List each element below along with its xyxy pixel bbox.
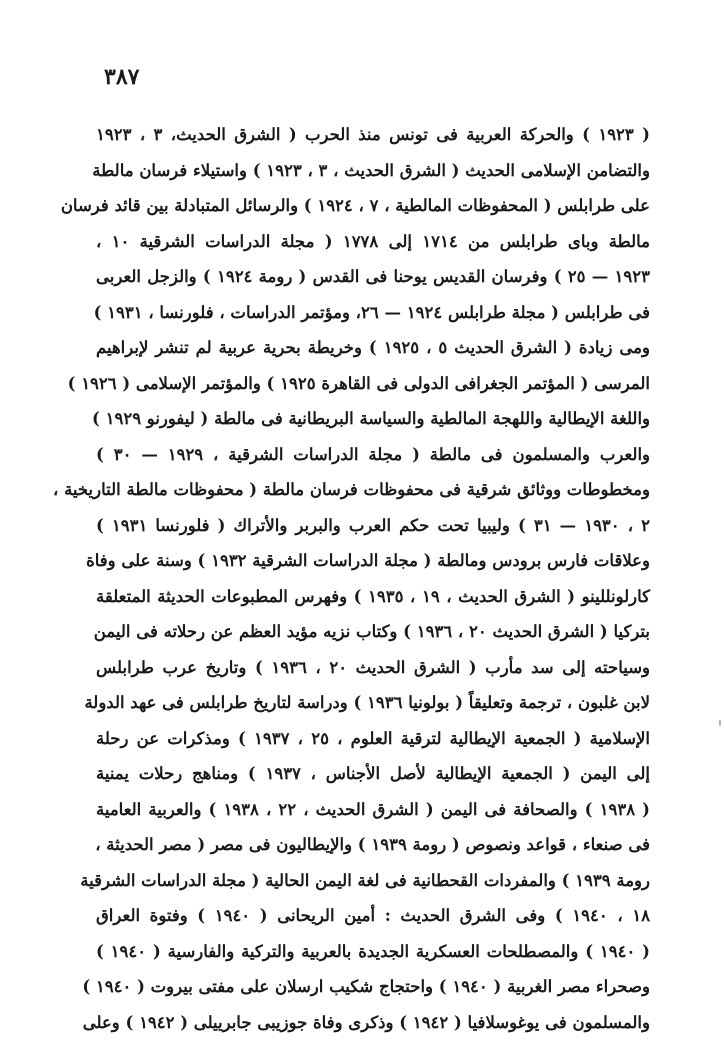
text-line: الإسلامية ( الجمعية الإيطالية لترقية العلوم ، ٢٥ ، ١٩٣٧ ) ومذكرات عن رحلة	[96, 728, 650, 748]
text-line: والتضامن الإسلامى الحديث ( الشرق الحديث ، ٣ ، ١٩٢٣ ) واستيلاء فرسان مالطة	[92, 160, 650, 180]
body-text	[53, 117, 650, 1040]
text-line: ومى زيادة ( الشرق الحديث ٥ ، ١٩٢٥ ) وخريطة بحرية عربية لم تنشر لإبراهيم	[96, 338, 650, 357]
text-line: ٢ ، ١٩٣٠ — ٣١ ) وليبيا تحت حكم العرب والبربر والأتراك ( فلورنسا ١٩٣١ )	[96, 515, 650, 535]
text-line: ١٩٢٣ — ٢٥ ) وفرسان القديس يوحنا فى القدس ( رومة ١٩٢٤ ) والزجل العربى	[96, 267, 650, 286]
text-line: رومة ١٩٣٩ ) والمفردات القحطانية فى لغة اليمن الحالية ( مجلة الدراسات الشرقية	[80, 870, 650, 890]
text-line: مالطة وباى طرابلس من ١٧١٤ إلى ١٧٧٨ ( مجلة الدراسات الشرقية ١٠ ،	[96, 231, 650, 251]
text-line: المرسى ( المؤتمر الجغرافى الدولى فى القاهرة ١٩٢٥ ) والمؤتمر الإسلامى ( ١٩٢٦ )	[67, 373, 650, 393]
text-line: وعلاقات فارس برودس ومالطة ( مجلة الدراسات الشرقية ١٩٣٢ ) وسنة على وفاة	[86, 551, 650, 570]
text-line: ( ١٩٤٠ ) والمصطلحات العسكرية الجديدة بالعربية والتركية والفارسية ( ١٩٤٠ )	[96, 941, 650, 961]
text-line: ( ١٩٢٣ ) والحركة العربية فى تونس منذ الحرب ( الشرق الحديث، ٣ ، ١٩٢٣	[96, 125, 650, 144]
text-line: فى صنعاء ، قواعد ونصوص ( رومة ١٩٣٩ ) والإيطاليون فى مصر ( مصر الحديثة ،	[95, 835, 650, 854]
text-line: ١٨ ، ١٩٤٠ ) وفى الشرق الحديث : أمين الريحانى ( ١٩٤٠ ) وفتوة العراق	[96, 906, 650, 925]
text-line: ( ١٩٣٨ ) والصحافة فى اليمن ( الشرق الحديث ، ٢٢ ، ١٩٣٨ ) والعربية العامية	[96, 799, 650, 819]
text-line: على طرابلس ( المحفوظات المالطية ، ٧ ، ١٩٢٤ ) والرسائل المتبادلة بين قائد فرسان	[60, 196, 650, 215]
text-line: كارلونللينو ( الشرق الحديث ، ١٩ ، ١٩٣٥ ) وفهرس المطبوعات الحديثة المتعلقة	[96, 586, 650, 606]
text-line: والمسلمون فى يوغوسلافيا ( ١٩٤٢ ) وذكرى وفاة جوزيبى جابرييلى ( ١٩٤٢ ) وعلى	[82, 1012, 650, 1032]
text-line: والعرب والمسلمون فى مالطة ( مجلة الدراسات الشرقية ، ١٩٢٩ — ٣٠ )	[96, 444, 650, 464]
text-line: وصحراء مصر الغربية ( ١٩٤٠ ) واحتجاج شكيب ارسلان على مفتى بيروت ( ١٩٤٠ )	[82, 977, 650, 996]
text-line: واللغة الإيطالية واللهجة المالطية والسياسة البريطانية فى مالطة ( ليفورنو ١٩٢٩ )	[92, 409, 650, 428]
text-line: بتركيا ( الشرق الحديث ٢٠ ، ١٩٣٦ ) وكتاب نزيه مؤيد العظم عن رحلاته فى اليمن	[93, 622, 650, 641]
text-line: وسياحته إلى سد مأرب ( الشرق الحديث ٢٠ ، ١٩٣٦ ) وتاريخ عرب طرابلس	[96, 657, 650, 677]
text-line: لابن غلبون ، ترجمة وتعليقاً ( بولونيا ١٩٣٦ ) ودراسة لتاريخ طرابلس فى عهد الدولة	[84, 693, 650, 712]
margin-mark	[719, 720, 721, 726]
text-line: إلى اليمن ( الجمعية الإيطالية لأصل الأجناس ، ١٩٣٧ ) ومناهج رحلات يمنية	[96, 764, 650, 783]
text-line: ومخطوطات ووثائق شرقية فى محفوظات فرسان مالطة ( محفوظات مالطة التاريخية ،	[53, 480, 650, 499]
text-line: فى طرابلس ( مجلة طرابلس ١٩٢٤ — ٢٦، ومؤتمر الدراسات ، فلورنسا ، ١٩٣١ )	[93, 302, 650, 322]
page-number: ٣٨٧	[104, 64, 140, 90]
